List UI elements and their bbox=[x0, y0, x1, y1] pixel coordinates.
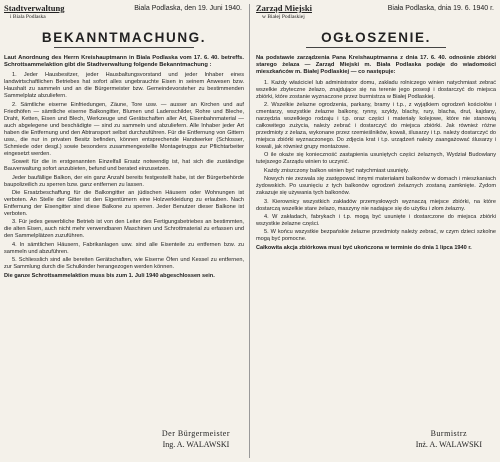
polish-paragraph: O ile okaże się konieczność zastąpienia usuniętych części żelaznych, Wydział Budowlany tutejszego Zarządu winien to uczynić. bbox=[256, 152, 496, 166]
polish-paragraph: 2. Wszelkie żelazne ogrodzenia, parkany, bramy i t.p., z wyjątkiem ogrodzeń kościołów i cmentarzy, wszystkie żelazne balkony, rynny, szyldy, blachy, rury, blacha, drut, kajdany, narzędzia wszelkiego rodzaju i t.p. oraz części i materiały kolejowe, które nie stanowią całkowitego zużycia, należy zebrać i dostarczyć do miejsca zbiórki. Jak również różne przedmioty z żelaza, wykonane przez rzemieślników, kowali, ślusarzy i t.p. należy dostarczyć do miejsca zbiórki wyznaczonego. Do zdjęcia krat i t.p. urządzeń należy zaangażować ślusarzy i kowali, jak również grupy montażowe. bbox=[256, 102, 496, 150]
german-paragraph: Jeder baufällige Balkon, der ein ganz Anzahl bereits festgestellt habe, ist der Bürgerbehörde baupolizeilich zu sperren bzw. ganz entfernen zu lassen. bbox=[4, 174, 244, 188]
polish-paragraph: Nowych nie zezwala się zastępować innymi materiałami balkonów w domach i mieszkaniach żydowskich. Po usunięciu z tych balkonów ogrodzeń żelaznych zostaną zamknięte. Zydom zakazuje się używania tych balkonów. bbox=[256, 176, 496, 197]
polish-office-sub: w Białej Podlaskiej bbox=[262, 14, 305, 20]
polish-paragraph: 3. Kierownicy wszystkich zakładów przemysłowych wyznaczą miejsce zbiórki, na które dostarczą wszelkie stare żelazo, maszyny nie nadające się do użytku i złom żelazny. bbox=[256, 198, 496, 212]
polish-signature bbox=[416, 428, 482, 450]
german-paragraph: 5. Schliesslich sind alle bereiten Gerätschaften, wie Eiserne Öfen und Kessel zu entfernen, zur Sammlung durch die Schulkinder herangezogen werden können. bbox=[4, 257, 244, 271]
german-office: Stadtverwaltung bbox=[4, 4, 65, 13]
german-office-sub: i Biala Podlaska bbox=[10, 14, 46, 20]
german-notice bbox=[4, 4, 244, 458]
polish-office: Zarząd Miejski bbox=[256, 4, 312, 13]
polish-deadline: Całkowita akcja zbiórkowa musi być ukończona w terminie do dnia 1 lipca 1940 r. bbox=[256, 244, 472, 251]
polish-signature-name: Inż. A. WALAWSKI bbox=[415, 440, 482, 449]
german-signature-name: Ing. A. WALAWSKI bbox=[162, 440, 230, 449]
german-paragraph: 1. Jeder Hausbesitzer, jeder Hausbaltungsvorstand und jeder Inhaber eines landwirtschaftlichen Betriebes hat sofort alles ungebrauchte Eisen in seinem Anwesen bzw. Haushalt zu sammeln und an die Bürgermeister bzw. Gemeindevorsteher zu bestimmenden Sammelplatz abzuliefern. bbox=[4, 72, 244, 100]
german-header bbox=[4, 4, 244, 26]
polish-paragraph: 5. W końcu wszystkie bezpańskie żelazne przedmioty należy zebrać, w czym dzieci szkolne mogą być pomocne. bbox=[256, 229, 496, 243]
polish-paragraph: Każdy zniszczony balkon winien być natychmiast usunięty. bbox=[264, 167, 410, 174]
german-paragraph: 4. In sämtlichen Häusern, Fabrikanlagen usw. sind alle Eisenteile zu entfernen bzw. zu sammeln und abzuführen. bbox=[4, 241, 244, 255]
german-paragraph: Die Ersatzbeschaffung für die Balkongitter an jüdischen Häusern oder Wohnungen ist verboten. An Stelle der Gitter ist den Eigentümern eine Holzverkleidung zu erlauben. Nach Entfernung der Eisengitter sind diese Balkone zu sperren. Jeder Benutzer dieser Balkone ist verboten. bbox=[4, 189, 244, 217]
polish-signature-role: Burmistrz bbox=[430, 429, 468, 438]
german-paragraph: Soweit für die in erstgenannten Einzelfall Ersatz notwendig ist, hat sich die zuständige Bauverwaltung sofort anzubieten, befund und berated einzusetzen. bbox=[4, 159, 244, 173]
polish-paragraph: 4. W zakładach, fabrykach i t.p. mogą być usunięte i dostarczone do miejsca zbiórki wszystkie żelazne części. bbox=[256, 213, 496, 227]
german-deadline: Die ganze Schrottsammelaktion muss bis zum 1. Juli 1940 abgeschlossen sein. bbox=[4, 272, 215, 279]
polish-title: OGŁOSZENIE. bbox=[321, 30, 431, 45]
german-date: Biala Podlaska, den 19. Juni 1940. bbox=[134, 5, 242, 12]
german-signature-role: Der Bürgermeister bbox=[161, 429, 230, 438]
german-title: BEKANNTMACHUNG. bbox=[41, 30, 207, 45]
polish-title-rule bbox=[306, 47, 446, 48]
polish-paragraph: 1. Każdy właściciel lub administrator domu, zakładu rolniczego winien natychmiast zebrać wszelkie zbyteczne żelazo, znajdujące się na terenie jego posesji i dostarczyć do miejsca zbiórki, które zostanie wyznaczone przez burmistrza w Białej Podlaskiej. bbox=[256, 79, 496, 100]
column-divider bbox=[249, 4, 250, 458]
german-title-rule bbox=[54, 47, 194, 48]
german-paragraph: 3. Für jedes gewerbliche Betrieb ist von den Leiter des Fertigungsbetriebes an bestimmten, die alten Eisen, auch nicht mehr verwendbaren Maschinen und Schrottmaterial zu erfassen und den Sammelplätzen zuzuführen. bbox=[4, 219, 244, 240]
german-intro: Laut Anordnung des Herrn Kreishauptmann in Biala Podlaska vom 17. 6. 40. betreffs. Schrottsammelaktion gibt die Stadtverwaltung folgende Bekanntmachung : bbox=[4, 55, 244, 69]
polish-header bbox=[256, 4, 496, 26]
polish-date: Biała Podlaska, dnia 19. 6. 1940 r. bbox=[387, 5, 494, 12]
polish-notice bbox=[256, 4, 496, 458]
german-paragraph: 2. Sämtliche eiserne Einfriedungen, Zäune, Tore usw. — ausser an Kirchen und auf Friedhöfen — sämtliche eiserne Balkongitter, Blumen und Ladenschilder, Rohre und Bleche, Draht, Ketten, Eisen und Blech, Werkzeuge und Gerätschaften aller Art, Eisenbahnmaterial — auch abgelegene und beschädigte — sind zu sammeln und abzuliefern. Alle Inhaber jeder Art haben die Entfernung und den Abtransport selbst durchzuführen. Für die Entfernung von Gittern usw., die nur in privaten Besitz befinden, können entsprechende Handwerker (Schlosser, Schmiede oder desgl.) sowie besonders zusammengestellte Montagetrupps zur Pflichtarbeiter eingesetzt werden. bbox=[4, 101, 244, 157]
german-signature bbox=[162, 428, 230, 450]
polish-intro: Na podstawie zarządzenia Pana Kreishauptmanna z dnia 17. 6. 40. odnośnie zbiórki starego żelaza — Zarząd Miejski m. Biała Podlaska podaje do wiadomości mieszkańców m. Białej Podlaskiej — co następuje: bbox=[256, 55, 496, 76]
